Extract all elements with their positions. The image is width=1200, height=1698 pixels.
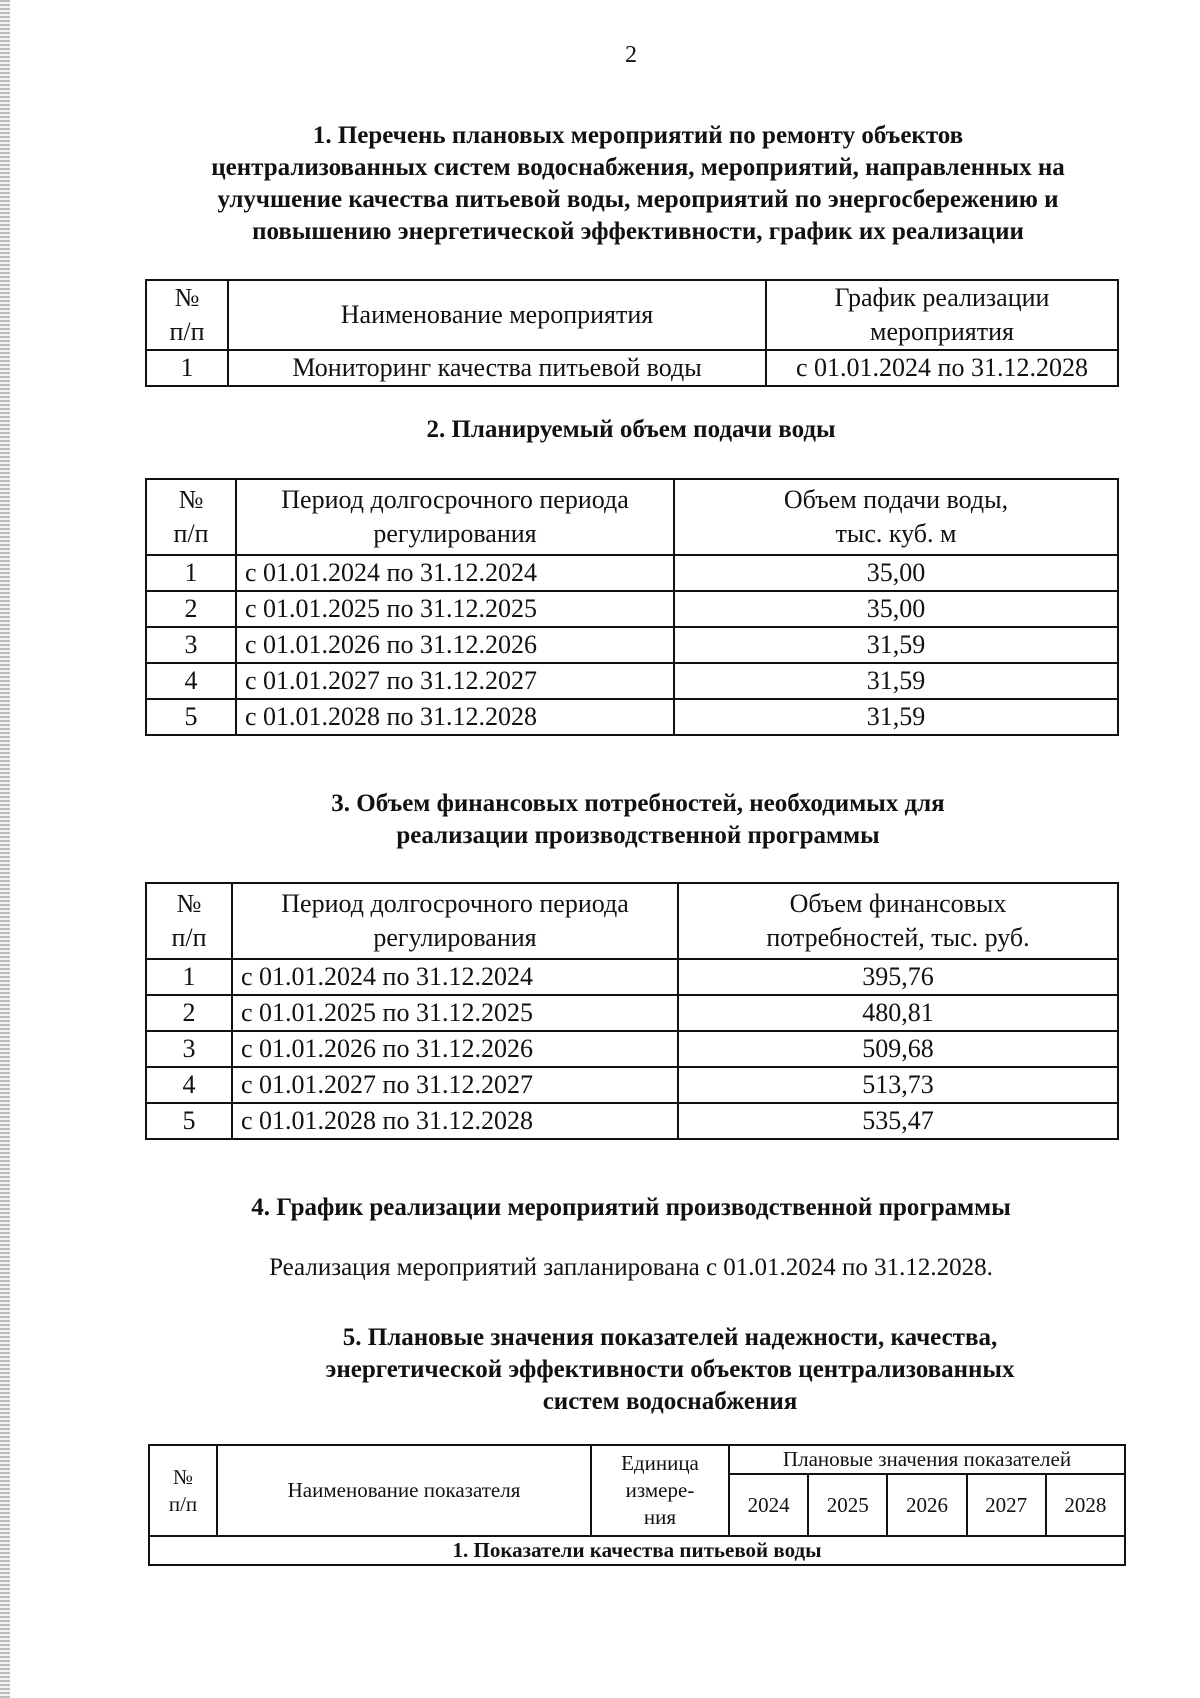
- cell-period: с 01.01.2027 по 31.12.2027: [236, 663, 674, 699]
- section1-table: [145, 279, 1119, 387]
- cell-value: 35,00: [674, 555, 1118, 591]
- cell-value: 31,59: [674, 663, 1118, 699]
- header-period-line: Период долгосрочного периода: [281, 485, 629, 514]
- cell-num: 1: [146, 555, 236, 591]
- cell-value: 535,47: [678, 1103, 1118, 1139]
- header-num-line: №: [176, 889, 202, 918]
- section5-heading-line: энергетической эффективности объектов централизованных: [325, 1356, 1015, 1383]
- cell-num: 3: [146, 627, 236, 663]
- table-header-row: [146, 280, 1118, 350]
- header-period-line: регулирования: [373, 519, 537, 548]
- header-finance: [678, 883, 1118, 959]
- header-num: [146, 479, 236, 555]
- header-num-line: №: [174, 283, 200, 312]
- cell-value: 395,76: [678, 959, 1118, 995]
- cell-period: с 01.01.2024 по 31.12.2024: [232, 959, 678, 995]
- cell-num: 5: [146, 1103, 232, 1139]
- header-year: 2027: [967, 1474, 1046, 1536]
- cell-period: с 01.01.2025 по 31.12.2025: [236, 591, 674, 627]
- table-header-row: [149, 1445, 1125, 1474]
- header-indicator-name: Наименование показателя: [217, 1445, 591, 1536]
- cell-num: 5: [146, 699, 236, 735]
- header-num-line: №: [178, 485, 204, 514]
- header-schedule-line: мероприятия: [869, 317, 1014, 346]
- cell-num: 4: [146, 663, 236, 699]
- section1-heading-line: улучшение качества питьевой воды, мероприятий по энергосбережению и: [217, 186, 1059, 213]
- section2-table: [145, 478, 1119, 736]
- section4-heading: 4. График реализации мероприятий производственной программы: [251, 1194, 1011, 1221]
- header-period-line: Период долгосрочного периода: [281, 889, 629, 918]
- section1-heading: [150, 120, 1126, 248]
- cell-period: с 01.01.2025 по 31.12.2025: [232, 995, 678, 1031]
- page-number: 2: [625, 42, 637, 68]
- header-year: 2026: [887, 1474, 966, 1536]
- section3-heading: [150, 788, 1126, 852]
- table-row: [146, 995, 1118, 1031]
- header-year: 2025: [808, 1474, 887, 1536]
- section2-heading: 2. Планируемый объем подачи воды: [426, 416, 836, 443]
- cell-period: с 01.01.2028 по 31.12.2028: [232, 1103, 678, 1139]
- table-header-row: [146, 883, 1118, 959]
- table-row: [146, 663, 1118, 699]
- header-volume: [674, 479, 1118, 555]
- header-num: [146, 883, 232, 959]
- header-unit-line: измере-: [625, 1478, 695, 1502]
- cell-value: 31,59: [674, 627, 1118, 663]
- section3-heading-line: 3. Объем финансовых потребностей, необходимых для: [331, 790, 945, 817]
- cell-period: с 01.01.2027 по 31.12.2027: [232, 1067, 678, 1103]
- section5-heading-line: 5. Плановые значения показателей надежности, качества,: [342, 1324, 998, 1351]
- table-row: [146, 959, 1118, 995]
- header-unit-line: Единица: [621, 1451, 699, 1475]
- header-num-line: п/п: [173, 519, 209, 548]
- cell-value: 35,00: [674, 591, 1118, 627]
- header-name: Наименование мероприятия: [228, 280, 766, 350]
- cell-period: с 01.01.2026 по 31.12.2026: [236, 627, 674, 663]
- header-num-line: п/п: [169, 317, 205, 346]
- table-row: [146, 1103, 1118, 1139]
- header-num: [149, 1445, 217, 1536]
- cell-num: 3: [146, 1031, 232, 1067]
- section5-table: [148, 1444, 1126, 1566]
- cell-period: с 01.01.2028 по 31.12.2028: [236, 699, 674, 735]
- header-year: 2028: [1046, 1474, 1125, 1536]
- cell-num: 4: [146, 1067, 232, 1103]
- section1-heading-line: 1. Перечень плановых мероприятий по ремонту объектов: [312, 122, 964, 149]
- header-num: [146, 280, 228, 350]
- header-finance-line: потребностей, тыс. руб.: [766, 923, 1030, 952]
- header-year: 2024: [729, 1474, 808, 1536]
- section4-text: Реализация мероприятий запланирована с 01.01.2024 по 31.12.2028.: [269, 1254, 993, 1281]
- scan-edge-stripe: [0, 0, 10, 1698]
- header-volume-line: тыс. куб. м: [835, 519, 957, 548]
- cell-name: Мониторинг качества питьевой воды: [228, 350, 766, 386]
- cell-value: 480,81: [678, 995, 1118, 1031]
- cell-period: с 01.01.2024 по 31.12.2024: [236, 555, 674, 591]
- header-volume-line: Объем подачи воды,: [783, 485, 1009, 514]
- table-row: [146, 699, 1118, 735]
- table-header-row: [146, 479, 1118, 555]
- cell-period: с 01.01.2026 по 31.12.2026: [232, 1031, 678, 1067]
- cell-num: 1: [146, 350, 228, 386]
- section1-heading-line: централизованных систем водоснабжения, мероприятий, направленных на: [211, 154, 1065, 181]
- header-period: [236, 479, 674, 555]
- section3-table: [145, 882, 1119, 1140]
- table-row: [146, 627, 1118, 663]
- header-num-line: п/п: [168, 1491, 198, 1516]
- section1-heading-line: повышению энергетической эффективности, график их реализации: [252, 218, 1024, 245]
- table-row: [146, 350, 1118, 386]
- cell-num: 2: [146, 591, 236, 627]
- header-period-line: регулирования: [373, 923, 537, 952]
- header-unit-line: ния: [643, 1505, 677, 1529]
- group-row-label: 1. Показатели качества питьевой воды: [149, 1536, 1125, 1565]
- table-row: [146, 555, 1118, 591]
- table-row: [146, 1067, 1118, 1103]
- cell-num: 2: [146, 995, 232, 1031]
- cell-num: 1: [146, 959, 232, 995]
- header-num-line: №: [172, 1464, 194, 1489]
- section5-heading: [220, 1322, 1120, 1418]
- header-planned-values: Плановые значения показателей: [729, 1445, 1125, 1474]
- header-schedule-line: График реализации: [834, 283, 1050, 312]
- header-finance-line: Объем финансовых: [789, 889, 1007, 918]
- cell-value: 31,59: [674, 699, 1118, 735]
- section5-heading-line: систем водоснабжения: [542, 1388, 798, 1415]
- header-schedule: [766, 280, 1118, 350]
- section3-heading-line: реализации производственной программы: [396, 822, 880, 849]
- header-period: [232, 883, 678, 959]
- cell-schedule: с 01.01.2024 по 31.12.2028: [766, 350, 1118, 386]
- cell-value: 513,73: [678, 1067, 1118, 1103]
- table-row: [146, 1031, 1118, 1067]
- header-num-line: п/п: [171, 923, 207, 952]
- cell-value: 509,68: [678, 1031, 1118, 1067]
- header-unit: [591, 1445, 729, 1536]
- table-row: [146, 591, 1118, 627]
- table-group-row: [149, 1536, 1125, 1565]
